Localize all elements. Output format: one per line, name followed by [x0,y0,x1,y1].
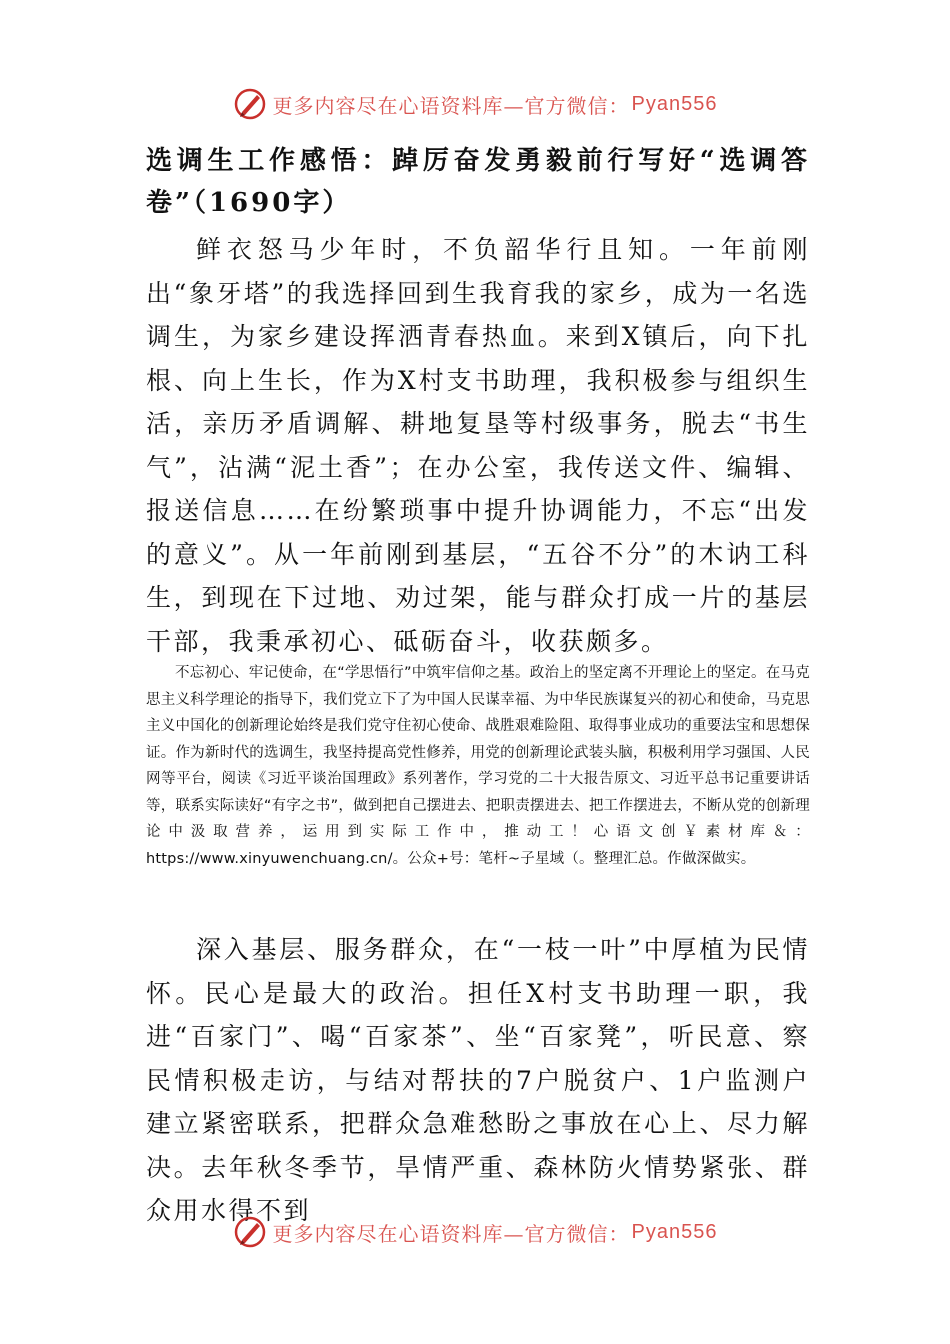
banner-text: 更多内容尽在心语资料库—官方微信： [272,93,630,118]
banner-handle: Pyan556 [631,92,718,115]
header-banner [0,84,950,124]
paragraph-1: 鲜衣怒马少年时，不负韶华行且知。一年前刚出“象牙塔”的我选择回到生我育我的家乡，成为一名选调生，为家乡建设挥洒青春热血。来到X镇后，向下扎根、向上生长，作为X村支书助理，我积极参与组织生活，亲历矛盾调解、耕地复垦等村级事务，脱去“书生气”，沾满“泥土香”；在办公室，我传送文件、编辑、报送信息……在纷繁琐事中提升协调能力，不忘“出发的意义”。从一年前刚到基层，“五谷不分”的木讷工科生，到现在下过地、劝过架，能与群众打成一片的基层干部，我秉承初心、砥砺奋斗，收获颇多。 [146,235,810,656]
paragraph-3: 深入基层、服务群众，在“一枝一叶”中厚植为民情怀。民心是最大的政治。担任X村支书助理一职，我进“百家门”、喝“百家茶”、坐“百家凳”，听民意、察民情积极走访，与结对帮扶的7户脱贫户、1户监测户建立紧密联系，把群众急难愁盼之事放在心上、尽力解决。去年秋冬季节，旱情严重、森林防火情势紧张、群众用水得不到 [146,935,810,1225]
banner-handle: Pyan556 [631,1220,718,1243]
document-title: 选调生工作感悟：踔厉奋发勇毅前行写好“选调答卷”（1690字） [146,146,810,218]
pen-logo-icon [233,1215,267,1249]
paragraph-2: 不忘初心、牢记使命，在“学思悟行”中筑牢信仰之基。政治上的坚定离不开理论上的坚定。在马克思主义科学理论的指导下，我们党立下了为中国人民谋幸福、为中华民族谋复兴的初心和使命，马克思主义中国化的创新理论始终是我们党守住初心使命、战胜艰难险阻、取得事业成功的重要法宝和思想保证。作为新时代的选调生，我坚持提高党性修养，用党的创新理论武装头脑，积极利用学习强国、人民网等平台，阅读《习近平谈治国理政》系列著作，学习党的二十大报告原文、习近平总书记重要讲话等，联系实际读好“有字之书”，做到把自己摆进去、把职责摆进去、把工作摆进去，不断从党的创新理论中汲取营养，运用到实际工作中，推动工！心语文创￥素材库＆：https://www.xinyuwenchuang.cn/。公众+号：笔杆~子星域（。整理汇总。作做深做实。 [146,665,810,867]
banner-text: 更多内容尽在心语资料库—官方微信： [272,1221,630,1246]
footer-banner [0,1212,950,1252]
pen-logo-icon [233,87,267,121]
